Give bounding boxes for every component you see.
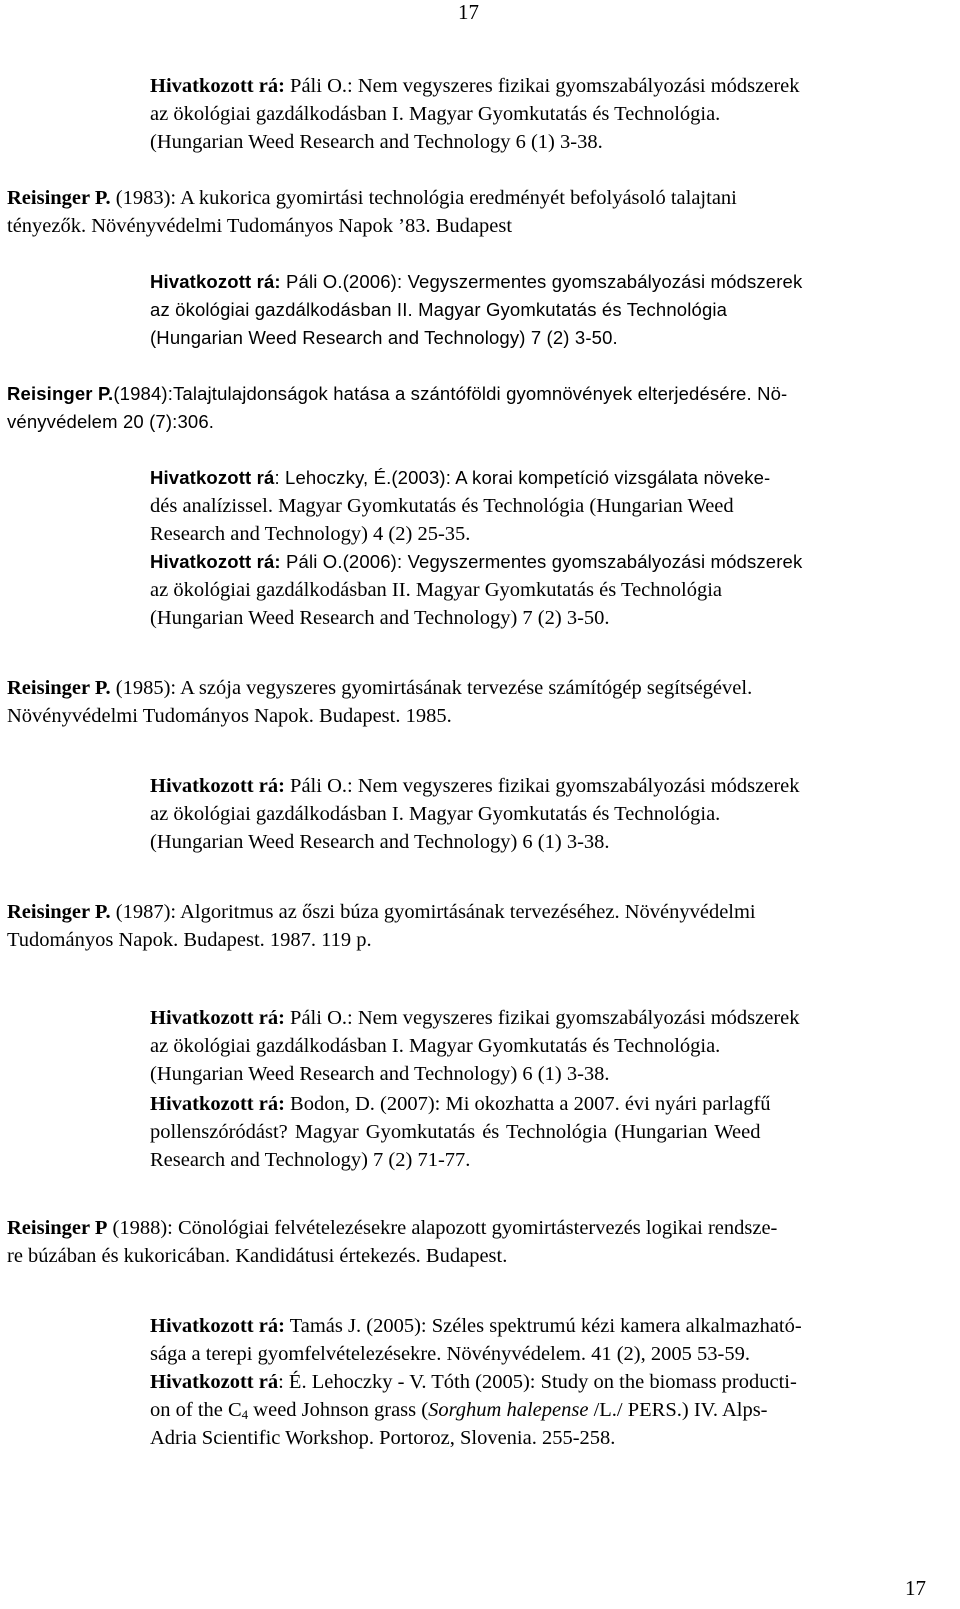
text-line: (Hungarian Weed Research and Technology) 6 (1) 3-38. (150, 831, 610, 853)
text-line: Hivatkozott rá: Bodon, D. (2007): Mi okozhatta a 2007. évi nyári parlagfű (150, 1093, 771, 1115)
text-line: az ökológiai gazdálkodásban II. Magyar Gyomkutatás és Technológia (150, 299, 728, 320)
text-line: Hivatkozott rá: Páli O.(2006): Vegyszermentes gyomszabályozási módszerek (150, 551, 803, 572)
text-line: vényvédelem 20 (7):306. (7, 411, 215, 432)
text-line: Hivatkozott rá: Páli O.: Nem vegyszeres fizikai gyomszabályozási módszerek (150, 1007, 800, 1029)
text-line: Adria Scientific Workshop. Portoroz, Slovenia. 255-258. (150, 1427, 616, 1449)
text-line: Hivatkozott rá: Tamás J. (2005): Széles spektrumú kézi kamera alkalmazható- (150, 1315, 802, 1337)
text-line: (Hungarian Weed Research and Technology) 6 (1) 3-38. (150, 1063, 610, 1085)
text-line: Hivatkozott rá: É. Lehoczky - V. Tóth (2005): Study on the biomass producti- (150, 1371, 797, 1393)
text-line: az ökológiai gazdálkodásban II. Magyar Gyomkutatás és Technológia (150, 579, 723, 601)
page-number-bottom: 17 (905, 1576, 926, 1600)
text-line: tényezők. Növényvédelmi Tudományos Napok ’83. Budapest (7, 215, 513, 237)
text-line: Reisinger P (1988): Cönológiai felvételezésekre alapozott gyomirtástervezés logikai rendsze- (7, 1217, 778, 1239)
text-line: Reisinger P. (1983): A kukorica gyomirtási technológia eredményét befolyásoló talajtani (7, 187, 737, 209)
text-line: Research and Technology) 7 (2) 71-77. (150, 1149, 471, 1171)
text-line: Hivatkozott rá: Páli O.: Nem vegyszeres fizikai gyomszabályozási módszerek (150, 75, 800, 97)
text-line: az ökológiai gazdálkodásban I. Magyar Gyomkutatás és Technológia. (150, 1035, 721, 1057)
text-line: (Hungarian Weed Research and Technology 6 (1) 3-38. (150, 131, 603, 153)
text-line: az ökológiai gazdálkodásban I. Magyar Gyomkutatás és Technológia. (150, 103, 721, 125)
text-line: sága a terepi gyomfelvételezésekre. Növényvédelem. 41 (2), 2005 53-59. (150, 1343, 750, 1365)
text-line: (Hungarian Weed Research and Technology) 7 (2) 3-50. (150, 327, 618, 348)
text-line: Hivatkozott rá: Lehoczky, É.(2003): A korai kompetíció vizsgálata növeke- (150, 467, 771, 488)
page-number-top: 17 (458, 0, 479, 24)
text-line: az ökológiai gazdálkodásban I. Magyar Gyomkutatás és Technológia. (150, 803, 721, 825)
text-line: Növényvédelmi Tudományos Napok. Budapest. 1985. (7, 705, 452, 727)
text-line: re búzában és kukoricában. Kandidátusi értekezés. Budapest. (7, 1245, 508, 1267)
text-line: Reisinger P. (1985): A szója vegyszeres gyomirtásának tervezése számítógép segítségével. (7, 677, 753, 699)
text-line: Research and Technology) 4 (2) 25-35. (150, 523, 471, 545)
text-line: Hivatkozott rá: Páli O.: Nem vegyszeres fizikai gyomszabályozási módszerek (150, 775, 800, 797)
text-line: Hivatkozott rá: Páli O.(2006): Vegyszermentes gyomszabályozási módszerek (150, 271, 803, 292)
text-line: Reisinger P.(1984):Talajtulajdonságok hatása a szántóföldi gyomnövények elterjedésére. Nö- (7, 383, 788, 404)
text-line: dés analízissel. Magyar Gyomkutatás és Technológia (Hungarian Weed (150, 495, 734, 517)
text-line: Tudományos Napok. Budapest. 1987. 119 p. (7, 929, 372, 951)
text-line: Reisinger P. (1987): Algoritmus az őszi búza gyomirtásának tervezéséhez. Növényvédelmi (7, 901, 756, 923)
text-line: pollenszóródást? Magyar Gyomkutatás és Technológia (Hungarian Weed (150, 1121, 761, 1143)
text-line: (Hungarian Weed Research and Technology) 7 (2) 3-50. (150, 607, 610, 629)
species-name: Sorghum halepense (428, 1399, 589, 1421)
text-line: on of the $C_4$ weed Johnson grass (Sorghum halepense /L./ PERS.) IV. Alps- (150, 1399, 768, 1422)
